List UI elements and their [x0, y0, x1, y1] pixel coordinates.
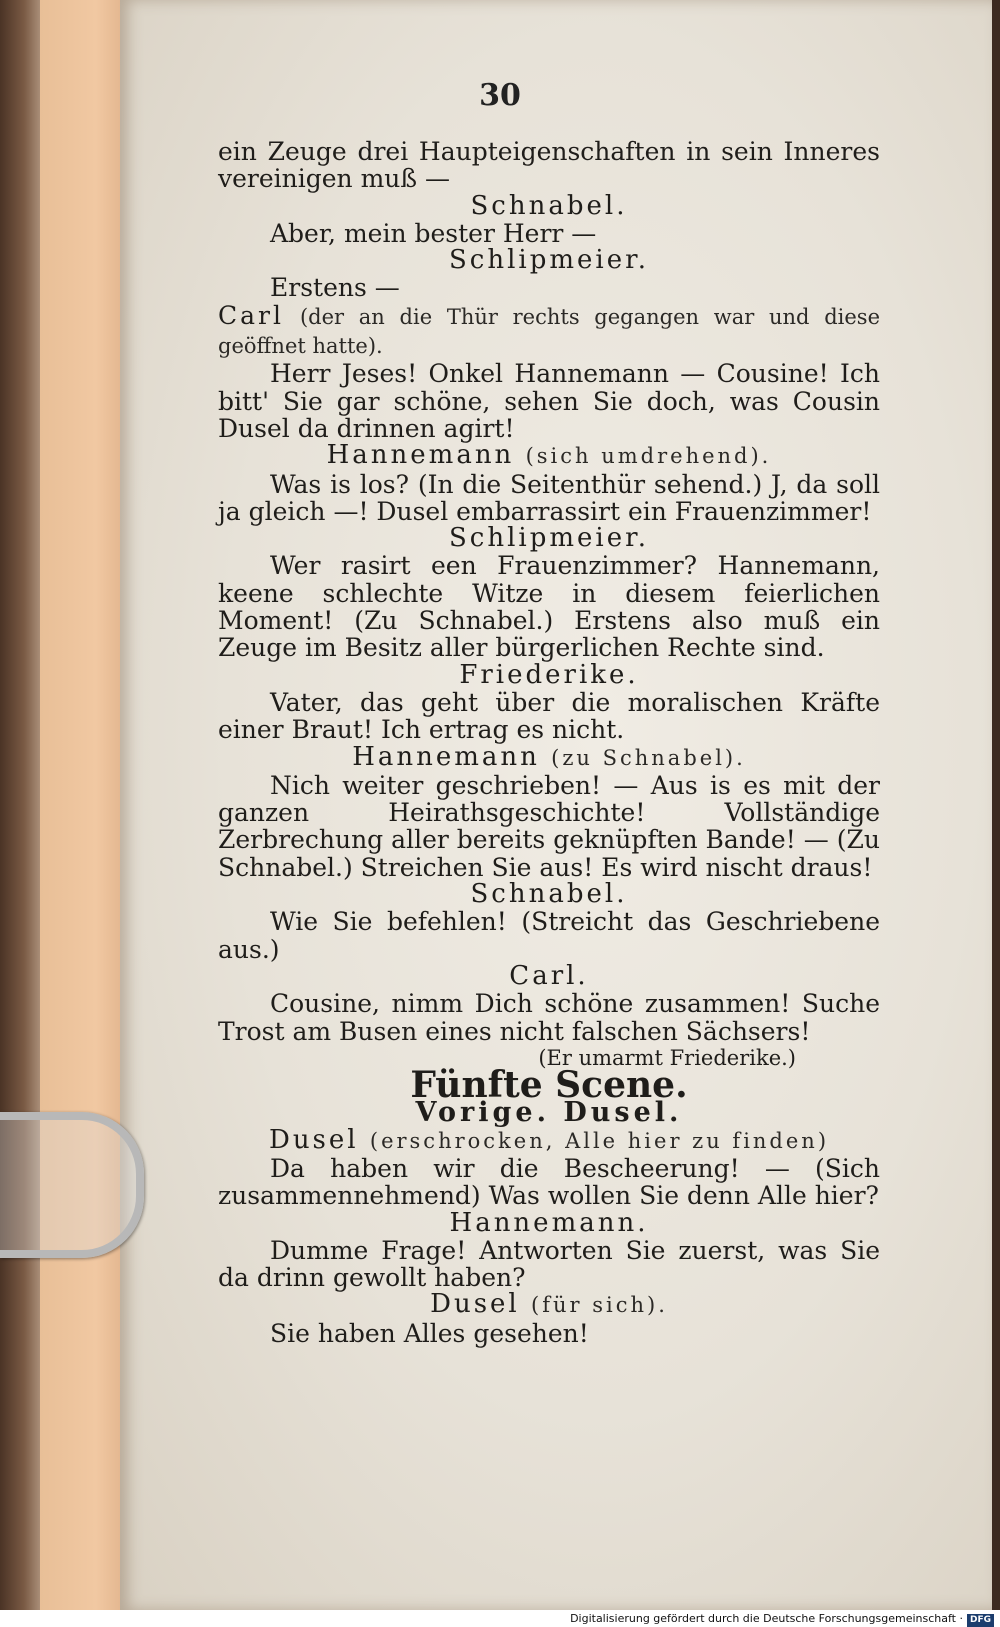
dialogue-paragraph: Dumme Frage! Antworten Sie zuerst, was Sie da drinn gewollt haben? [218, 1235, 880, 1293]
continued-paragraph: ein Zeuge drei Haupteigenschaften in sein Inneres vereinigen muß — [218, 137, 880, 194]
dialogue-paragraph: Sie haben Alles gesehen! [270, 1318, 589, 1348]
speaker-line [218, 302, 880, 361]
stage-direction: (zu Schnabel). [551, 745, 746, 770]
dialogue-paragraph: Aber, mein bester Herr — [270, 218, 597, 248]
dialogue-paragraph: Da haben wir die Bescheerung! — (Sich zusammennehmend) Was wollen Sie denn Alle hier? [218, 1153, 880, 1211]
page-edge-strip [40, 0, 121, 1627]
page-number: 30 [479, 78, 521, 113]
speaker-heading: Schnabel. [470, 879, 628, 910]
dialogue-paragraph: Vater, das geht über die moralischen Kräfte einer Braut! Ich ertrag es nicht. [218, 687, 880, 745]
dialogue-paragraph: Cousine, nimm Dich schöne zusammen! Suche Trost am Busen eines nicht falschen Sächsers! [218, 989, 880, 1046]
speaker-heading [218, 741, 880, 772]
speaker-name: Hannemann [352, 741, 540, 772]
speaker-heading [218, 442, 880, 470]
scene-cast: Vorige. Dusel. [415, 1097, 683, 1129]
stage-direction: (erschrocken, Alle hier zu finden) [369, 1128, 830, 1153]
speaker-heading: Schlipmeier. [449, 523, 649, 554]
stage-direction: (sich umdrehend). [525, 444, 772, 469]
stage-direction: (Er umarmt Friederike.) [538, 1045, 796, 1070]
speaker-name: Hannemann [326, 440, 515, 471]
credit-text: Digitalisierung gefördert durch die Deutsche Forschungsgemeinschaft · [570, 1612, 963, 1625]
speaker-heading: Friederike. [459, 659, 639, 690]
speaker-name: Dusel [430, 1289, 520, 1320]
page-right-shadow [992, 0, 1000, 1610]
footer-bar [0, 1610, 560, 1627]
paper-clip-icon [0, 1112, 144, 1258]
scene-title: Fünfte Scene. [410, 1064, 688, 1107]
stage-direction: (für sich). [531, 1293, 668, 1318]
speaker-heading: Hannemann. [449, 1207, 649, 1238]
dialogue-paragraph: Wer rasirt een Frauenzimmer? Hannemann, keene schlechte Witze in diesem feierlichen Moment! (Zu Schnabel.) Erstens also muß ein Zeuge im Besitz aller bürgerlichen Rechte sind. [218, 551, 880, 663]
digitization-credit [560, 1610, 1000, 1627]
speaker-heading [218, 1124, 880, 1155]
speaker-heading [218, 1291, 880, 1319]
book-spine-edge [0, 0, 40, 1627]
dfg-logo: DFG [967, 1614, 994, 1627]
dialogue-paragraph: Erstens — [270, 273, 400, 303]
speaker-heading: Carl. [509, 960, 589, 991]
dialogue-paragraph: Wie Sie befehlen! (Streicht das Geschriebene aus.) [218, 907, 880, 964]
speaker-heading: Schlipmeier. [449, 245, 649, 276]
stage-direction: (der an die Thür rechts gegangen war und diese geöffnet hatte). [218, 304, 880, 359]
speaker-name: Carl [218, 300, 284, 330]
dialogue-paragraph: Was is los? (In die Seitenthür sehend.) J, da soll ja gleich —! Dusel embarrassirt ein Frauenzimmer! [218, 469, 880, 526]
speaker-name: Dusel [268, 1124, 359, 1155]
speaker-heading: Schnabel. [470, 190, 628, 221]
dialogue-paragraph: Herr Jeses! Onkel Hannemann — Cousine! Ich bitt' Sie gar schöne, sehen Sie doch, was Cousin Dusel da drinnen agirt! [218, 359, 880, 443]
dialogue-paragraph: Nich weiter geschrieben! — Aus is es mit der ganzen Heirathsgeschichte! Vollständige Zerbrechung aller bereits geknüpften Bande! — (Zu Schnabel.) Streichen Sie aus! Es wird nischt draus! [218, 770, 880, 882]
page-text [218, 138, 880, 1347]
